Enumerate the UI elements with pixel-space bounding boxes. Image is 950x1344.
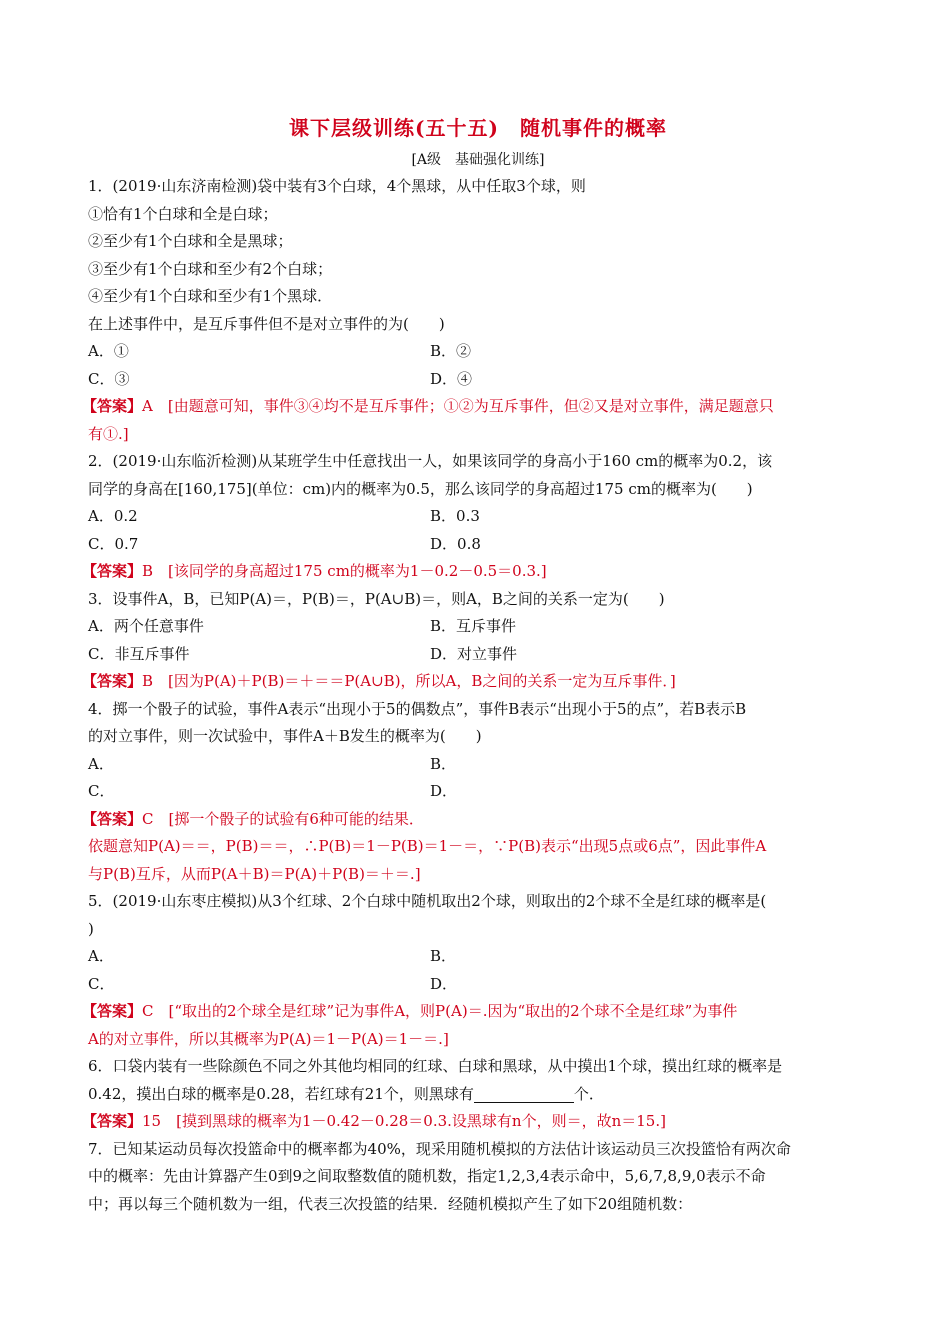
q1-option-a: A．① (88, 342, 129, 360)
q4-options-2 (88, 778, 868, 806)
q6-answer-tag: 【答案】 (82, 1112, 143, 1130)
q3-options-2 (88, 641, 868, 669)
q2-answer-tag: 【答案】 (82, 562, 143, 580)
q6-answer (82, 1108, 868, 1136)
q1-answer-line-2: 有①.] (88, 424, 129, 443)
q6-stem-2a: 0.42，摸出白球的概率是0.28，若红球有21个，则黑球有 (88, 1084, 474, 1103)
q2-option-a: A．0.2 (88, 507, 138, 525)
q5-answer-text-1: C [“取出的2个球全是红球”记为事件A，则P(A)＝.因为“取出的2个球不全是红球”为事件 (142, 1002, 738, 1020)
q1-item-1: ①恰有1个白球和全是白球； (88, 204, 278, 223)
q1-options-2 (88, 366, 868, 394)
q3-options (88, 613, 868, 641)
q3-option-a: A．两个任意事件 (88, 617, 204, 635)
q1-answer-text-1: A [由题意可知，事件③④均不是互斥事件；①②为互斥事件，但②又是对立事件，满足题意只 (142, 397, 774, 415)
q5-answer (82, 998, 868, 1026)
q2-options (88, 503, 868, 531)
q1-stem: 1．(2019·山东济南检测)袋中装有3个白球，4个黑球，从中任取3个球，则 (88, 177, 586, 195)
section-subtitle: [A级 基础强化训练] (411, 152, 545, 168)
q4-answer (82, 806, 868, 834)
q3-option-d: D．对立事件 (430, 644, 518, 663)
q3-answer-text: B [因为P(A)＋P(B)＝＋＝＝P(A∪B)，所以A，B之间的关系一定为互斥事件．] (142, 672, 676, 690)
q1-item-3: ③至少有1个白球和至少有2个白球； (88, 259, 333, 278)
q3-answer-tag: 【答案】 (82, 672, 143, 690)
q5-option-a: A． (88, 947, 114, 965)
q4-answer-line-2: 依题意知P(A)＝＝，P(B)＝＝，∴P(B)＝1－P(B)＝1－＝，∵P(B)表示“出现5点或6点”，因此事件A (88, 837, 767, 855)
q4-option-a: A． (88, 754, 114, 773)
q4-answer-text-1: C [掷一个骰子的试验有6种可能的结果． (142, 809, 424, 828)
q2-answer (82, 558, 868, 586)
q4-stem-2: 的对立事件，则一次试验中，事件A＋B发生的概率为( ) (88, 727, 482, 745)
worksheet-page (82, 112, 868, 1218)
q4-answer-tag: 【答案】 (82, 809, 143, 828)
q1-option-b: B．② (430, 342, 472, 360)
q2-stem-1: 2．(2019·山东临沂检测)从某班学生中任意找出一人，如果该同学的身高小于160 cm的概率为0.2，该 (88, 452, 773, 470)
q6-stem-2b: 个． (573, 1084, 604, 1103)
q5-options (88, 943, 868, 971)
q1-answer (82, 393, 868, 421)
q6-fill-blank (474, 1086, 574, 1103)
q4-stem-1: 4．掷一个骰子的试验，事件A表示“出现小于5的偶数点”，事件B表示“出现小于5的点”，若B表示B (88, 699, 747, 718)
q4-answer-line-3: 与P(B)互斥，从而P(A＋B)＝P(A)＋P(B)＝＋＝.] (88, 864, 421, 883)
q2-stem-2: 同学的身高在[160,175](单位：cm)内的概率为0.5，那么该同学的身高超过175 cm的概率为( ) (88, 479, 753, 498)
q2-option-c: C．0.7 (88, 534, 139, 553)
q7-stem-1: 7．已知某运动员每次投篮命中的概率都为40%，现采用随机模拟的方法估计该运动员三次投篮恰有两次命 (88, 1139, 791, 1158)
q5-stem-2: ) (88, 919, 94, 938)
q5-options-2 (88, 971, 868, 999)
q6-answer-text: 15 [摸到黑球的概率为1－0.42－0.28＝0.3.设黑球有n个，则＝，故n＝15.] (142, 1112, 666, 1130)
q7-stem-3: 中；再以每三个随机数为一组，代表三次投篮的结果．经随机模拟产生了如下20组随机数： (88, 1194, 693, 1213)
q3-option-c: C．非互斥事件 (88, 644, 190, 663)
q4-option-d: D． (430, 782, 458, 800)
q6-stem-2 (88, 1081, 868, 1109)
q5-option-c: C． (88, 974, 115, 993)
q3-option-b: B．互斥事件 (430, 617, 517, 635)
q5-answer-line-2: A的对立事件，所以其概率为P(A)＝1－P(A)＝1－＝.] (88, 1029, 449, 1048)
q1-option-d: D．④ (430, 369, 473, 388)
q5-answer-tag: 【答案】 (82, 1002, 143, 1020)
q1-options (88, 338, 868, 366)
q2-options-2 (88, 531, 868, 559)
q2-option-b: B．0.3 (430, 507, 480, 525)
q7-stem-2: 中的概率：先由计算器产生0到9之间取整数值的随机数，指定1,2,3,4表示命中，5,6,7,8,9,0表示不命 (88, 1167, 766, 1185)
q5-stem-1: 5．(2019·山东枣庄模拟)从3个红球、2个白球中随机取出2个球，则取出的2个球不全是红球的概率是( (88, 892, 767, 910)
q3-answer (82, 668, 868, 696)
q1-answer-tag: 【答案】 (82, 397, 143, 415)
q1-ask: 在上述事件中，是互斥事件但不是对立事件的为( ) (88, 314, 445, 333)
page-title: 课下层级训练(五十五) 随机事件的概率 (289, 116, 667, 140)
q4-option-c: C． (88, 782, 115, 800)
q2-answer-text: B [该同学的身高超过175 cm的概率为1－0.2－0.5＝0.3.] (142, 562, 547, 580)
q2-option-d: D．0.8 (430, 534, 481, 553)
q5-option-b: B． (430, 947, 457, 965)
q6-stem-1: 6．口袋内装有一些除颜色不同之外其他均相同的红球、白球和黑球，从中摸出1个球，摸出红球的概率是 (88, 1057, 783, 1075)
q5-option-d: D． (430, 974, 458, 993)
q4-option-b: B． (430, 754, 457, 773)
q1-item-4: ④至少有1个白球和至少有1个黑球． (88, 287, 333, 305)
q4-options (88, 751, 868, 779)
q1-option-c: C．③ (88, 369, 130, 388)
q1-item-2: ②至少有1个白球和全是黑球； (88, 232, 293, 250)
q3-stem: 3．设事件A，B，已知P(A)＝，P(B)＝，P(A∪B)＝，则A，B之间的关系一定为( ) (88, 589, 665, 608)
